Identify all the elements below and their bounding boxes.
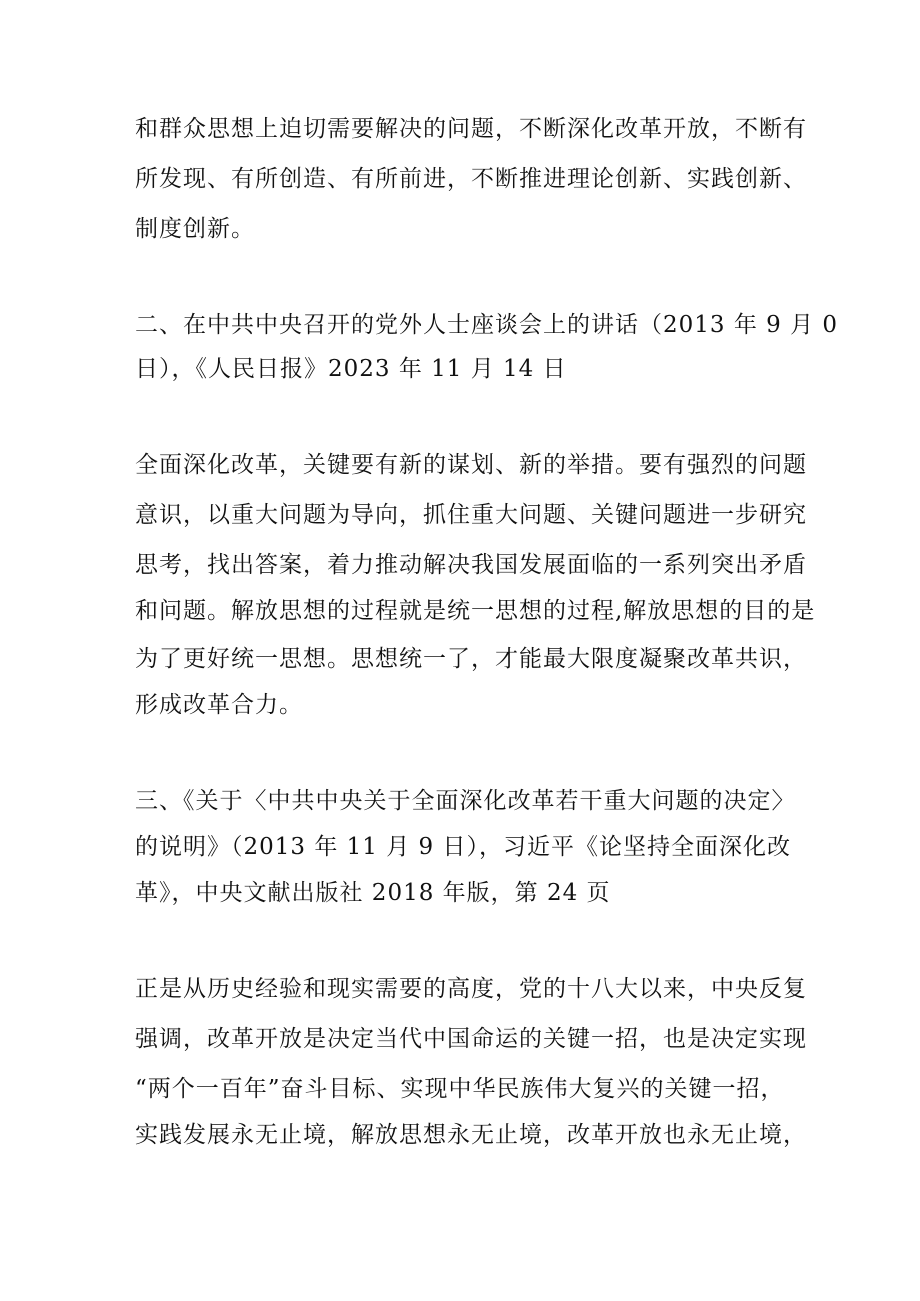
paragraph-line: 思考，找出答案，着力推动解决我国发展面临的一系列突出矛盾 (135, 552, 807, 578)
paragraph-line: 全面深化改革，关键要有新的谋划、新的举措。要有强烈的问题 (135, 452, 807, 478)
paragraph-line: 所发现、有所创造、有所前进，不断推进理论创新、实践创新、 (135, 166, 807, 192)
paragraph-line: 实践发展永无止境，解放思想永无止境，改革开放也永无止境， (135, 1122, 807, 1148)
paragraph-line: 制度创新。 (135, 216, 255, 242)
heading-line: 三、《关于〈中共中央关于全面深化改革若干重大问题的决定〉 (135, 788, 796, 814)
heading-line: 二、在中共中央召开的党外人士座谈会上的讲话（2013 年 9 月 0 (135, 312, 839, 338)
heading-line: 日），《人民日报》2023 年 11 月 14 日 (135, 356, 567, 382)
paragraph-line: “两个一百年”奋斗目标、实现中华民族伟大复兴的关键一招， (135, 1076, 785, 1102)
paragraph-line: 和问题。解放思想的过程就是统一思想的过程,解放思想的目的是 (135, 598, 816, 624)
paragraph-line: 正是从历史经验和现实需要的高度，党的十八大以来，中央反复 (135, 976, 807, 1002)
heading-line: 的说明》（2013 年 11 月 9 日），习近平《论坚持全面深化改 (135, 834, 791, 860)
paragraph-line: 强调，改革开放是决定当代中国命运的关键一招，也是决定实现 (135, 1026, 807, 1052)
paragraph-line: 意识，以重大问题为导向，抓住重大问题、关键问题进一步研究 (135, 502, 807, 528)
paragraph-line: 和群众思想上迫切需要解决的问题，不断深化改革开放，不断有 (135, 116, 807, 142)
heading-line: 革》，中央文献出版社 2018 年版，第 24 页 (135, 880, 611, 906)
paragraph-line: 为了更好统一思想。思想统一了，才能最大限度凝聚改革共识， (135, 646, 807, 672)
paragraph-line: 形成改革合力。 (135, 692, 303, 718)
